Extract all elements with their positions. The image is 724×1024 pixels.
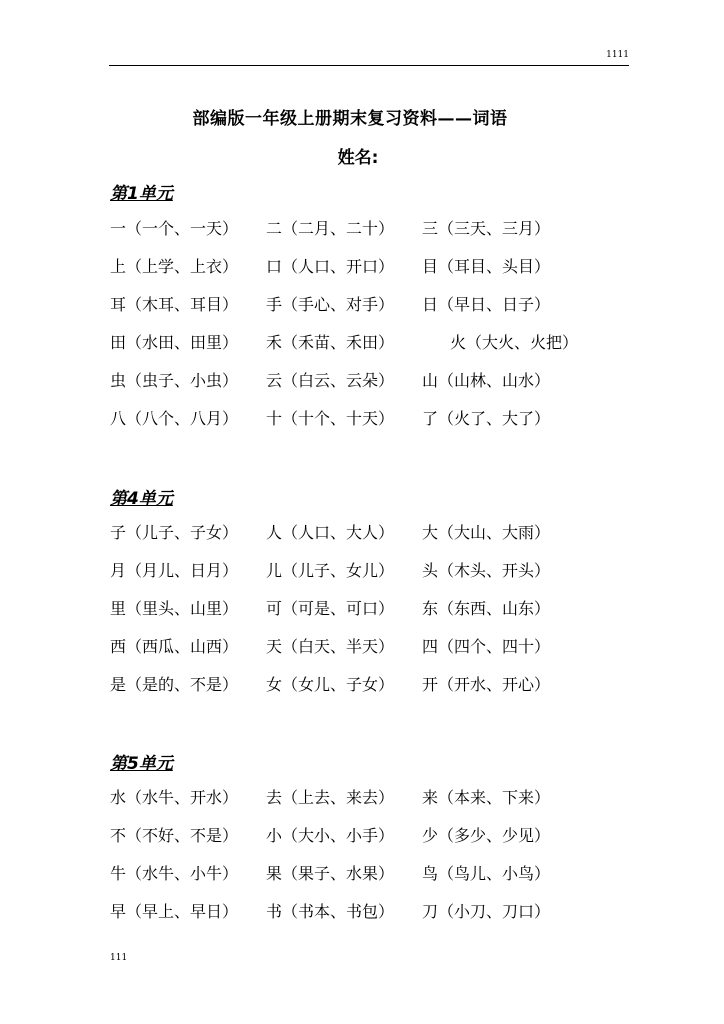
word-entry: 火（大火、火把） — [450, 333, 579, 352]
word-row — [110, 674, 630, 696]
word-entry: 开（开水、开心） — [422, 675, 551, 694]
word-entry: 不（不好、不是） — [110, 826, 239, 845]
section-title-unit-4: 第4单元 — [110, 489, 173, 509]
word-row — [110, 787, 630, 809]
word-row — [110, 598, 630, 620]
word-entry: 口（人口、开口） — [266, 257, 395, 276]
word-entry: 一（一个、一天） — [110, 219, 239, 238]
word-row — [110, 370, 630, 392]
word-row — [110, 825, 630, 847]
word-entry: 少（多少、少见） — [422, 826, 551, 845]
word-entry: 刀（小刀、刀口） — [422, 902, 551, 921]
word-entry: 虫（虫子、小虫） — [110, 371, 239, 390]
word-entry: 果（果子、水果） — [266, 864, 395, 883]
footer-page-mark: 111 — [110, 953, 128, 963]
word-entry: 三（三天、三月） — [422, 219, 551, 238]
word-entry: 耳（木耳、耳目） — [110, 295, 239, 314]
word-entry: 手（手心、对手） — [266, 295, 395, 314]
section-title-unit-5: 第5单元 — [110, 754, 173, 774]
word-row — [110, 294, 630, 316]
word-entry: 头（木头、开头） — [422, 561, 551, 580]
header-rule — [109, 65, 629, 66]
word-entry: 牛（水牛、小牛） — [110, 864, 239, 883]
word-entry: 大（大山、大雨） — [422, 523, 551, 542]
word-row — [110, 901, 630, 923]
word-entry: 人（人口、大人） — [266, 523, 395, 542]
word-entry: 四（四个、四十） — [422, 637, 551, 656]
word-entry: 二（二月、二十） — [266, 219, 395, 238]
word-entry: 去（上去、来去） — [266, 788, 395, 807]
word-entry: 云（白云、云朵） — [266, 371, 395, 390]
word-entry: 八（八个、八月） — [110, 409, 239, 428]
word-row — [110, 332, 630, 354]
word-entry: 山（山林、山水） — [422, 371, 551, 390]
word-entry: 女（女儿、子女） — [266, 675, 395, 694]
word-entry: 目（耳目、头目） — [422, 257, 551, 276]
word-entry: 早（早上、早日） — [110, 902, 239, 921]
word-row — [110, 863, 630, 885]
word-entry: 是（是的、不是） — [110, 675, 239, 694]
word-row — [110, 636, 630, 658]
word-row — [110, 256, 630, 278]
word-entry: 里（里头、山里） — [110, 599, 239, 618]
word-entry: 天（白天、半天） — [266, 637, 395, 656]
word-entry: 鸟（鸟儿、小鸟） — [422, 864, 551, 883]
document-title: 部编版一年级上册期末复习资料——词语 — [192, 109, 508, 129]
word-entry: 上（上学、上衣） — [110, 257, 239, 276]
word-entry: 了（火了、大了） — [422, 409, 551, 428]
word-entry: 西（西瓜、山西） — [110, 637, 239, 656]
word-entry: 书（书本、书包） — [266, 902, 395, 921]
word-entry: 子（儿子、子女） — [110, 523, 239, 542]
word-row — [110, 408, 630, 430]
word-entry: 日（早日、日子） — [422, 295, 551, 314]
header-page-mark: 1111 — [606, 50, 629, 60]
word-entry: 东（东西、山东） — [422, 599, 551, 618]
word-row — [110, 522, 630, 544]
word-entry: 儿（儿子、女儿） — [266, 561, 395, 580]
word-entry: 水（水牛、开水） — [110, 788, 239, 807]
word-row — [110, 560, 630, 582]
section-title-unit-1: 第1单元 — [110, 184, 173, 204]
name-field-label: 姓名: — [337, 148, 379, 168]
word-entry: 来（本来、下来） — [422, 788, 551, 807]
word-entry: 可（可是、可口） — [266, 599, 395, 618]
word-row — [110, 218, 630, 240]
word-entry: 月（月儿、日月） — [110, 561, 239, 580]
word-entry: 小（大小、小手） — [266, 826, 395, 845]
word-entry: 禾（禾苗、禾田） — [266, 333, 395, 352]
word-entry: 十（十个、十天） — [266, 409, 395, 428]
word-entry: 田（水田、田里） — [110, 333, 239, 352]
